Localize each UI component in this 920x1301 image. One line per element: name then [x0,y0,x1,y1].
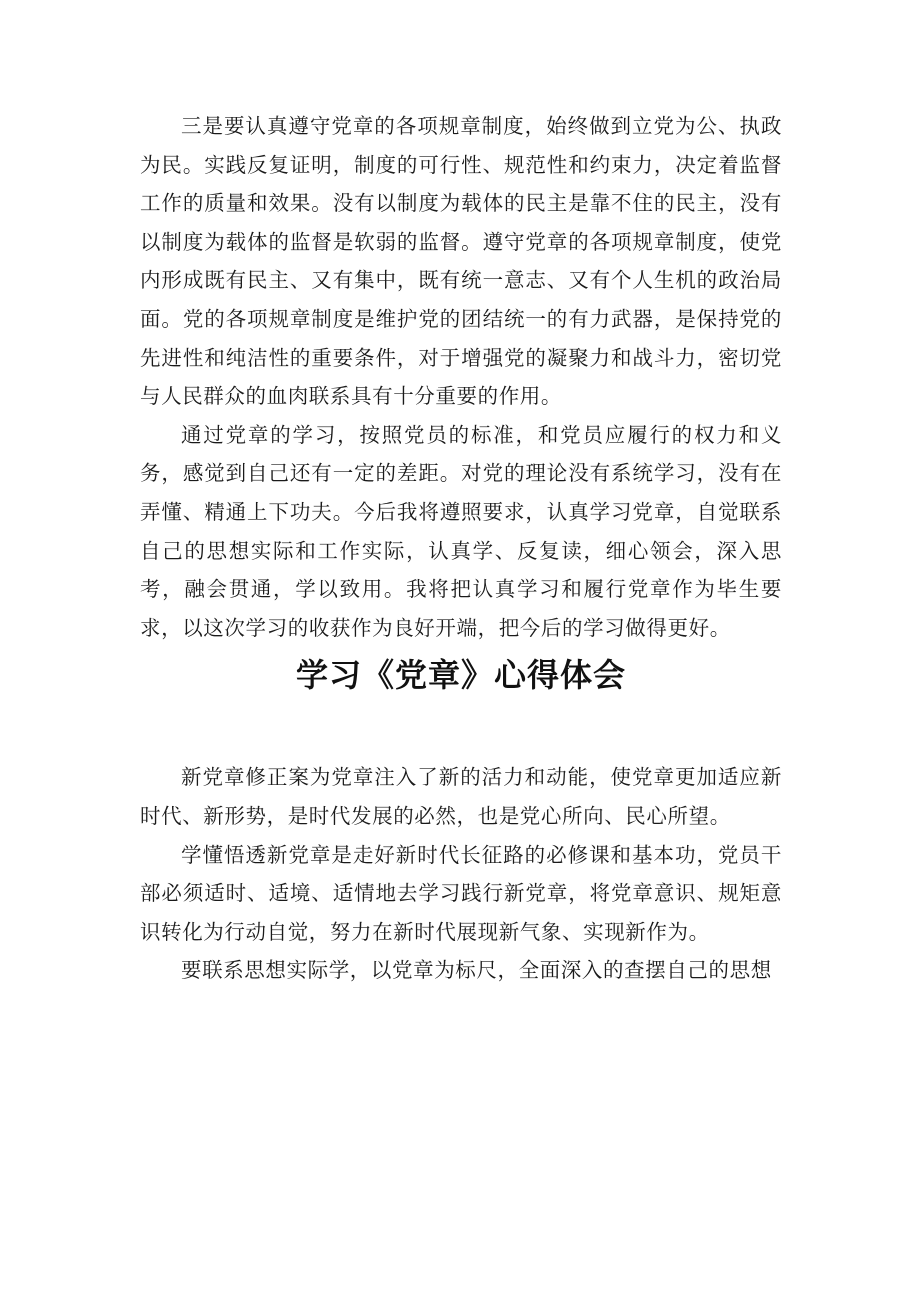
paragraph-self-reflection: 通过党章的学习，按照党员的标准，和党员应履行的权力和义务，感觉到自己还有一定的差距。对党的理论没有系统学习，没有在弄懂、精通上下功夫。今后我将遵照要求，认真学习党章，自觉联系自己的思想实际和工作实际，认真学、反复读，细心领会，深入思考，融会贯通，学以致用。我将把认真学习和履行党章作为毕生要求，以这次学习的收获作为良好开端，把今后的学习做得更好。 [140,422,782,640]
document-body [140,107,782,990]
paragraph-party-rules-system: 三是要认真遵守党章的各项规章制度，始终做到立党为公、执政为民。实践反复证明，制度的可行性、规范性和约束力，决定着监督工作的质量和效果。没有以制度为载体的民主是靠不住的民主，没有以制度为载体的监督是软弱的监督。遵守党章的各项规章制度，使党内形成既有民主、又有集中，既有统一意志、又有个人生机的政治局面。党的各项规章制度是维护党的团结统一的有力武器，是保持党的先进性和纯洁性的重要条件，对于增强党的凝聚力和战斗力，密切党与人民群众的血肉联系具有十分重要的作用。 [140,114,782,409]
paragraph-study-with-practice: 要联系思想实际学，以党章为标尺，全面深入的查摆自己的思想 [181,958,772,983]
paragraph-new-amendment: 新党章修正案为党章注入了新的活力和动能，使党章更加适应新时代、新形势，是时代发展的必然，也是党心所向、民心所望。 [140,765,782,828]
paragraph-study-new-rules: 学懂悟透新党章是走好新时代长征路的必修课和基本功，党员干部必须适时、适境、适情地去学习践行新党章，将党章意识、规矩意识转化为行动自觉，努力在新时代展现新气象、实现新作为。 [140,842,782,944]
section-title: 学习《党章》心得体会 [295,656,626,695]
title-spacer [140,703,782,758]
